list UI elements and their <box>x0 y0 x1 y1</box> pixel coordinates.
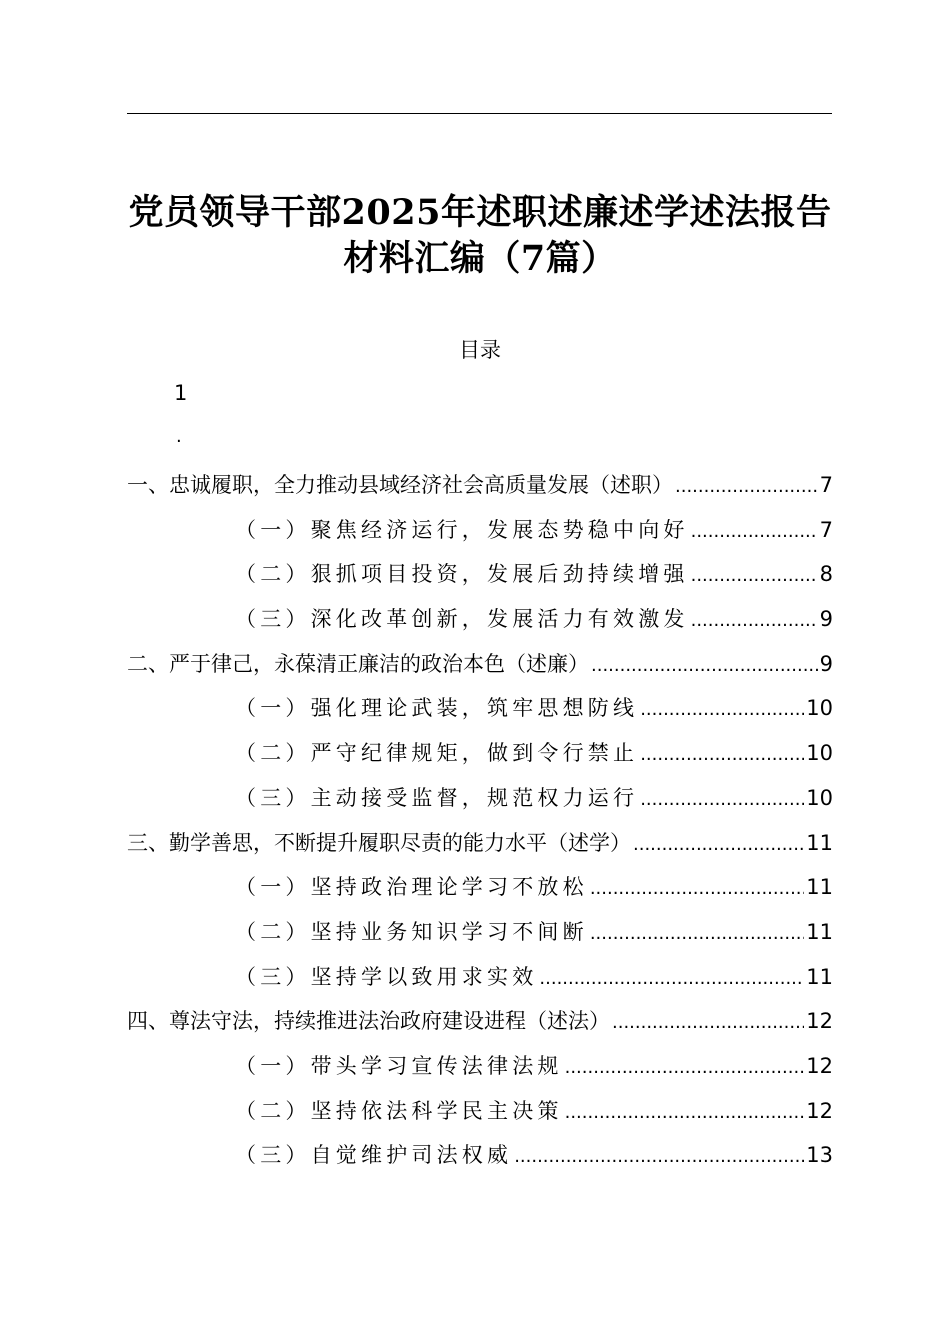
toc-entry-text: （一）强化理论武装，筑牢思想防线 <box>235 696 639 721</box>
toc-page-number: 9 <box>819 651 833 676</box>
toc-leader-dots <box>691 599 818 644</box>
toc-section-1[interactable] <box>127 463 833 508</box>
toc-page-number: 11 <box>806 964 833 989</box>
toc-leader-dots <box>633 823 804 868</box>
toc-subsection-2-2[interactable] <box>127 731 833 776</box>
toc-heading: 目录 <box>459 338 501 362</box>
toc-leader-dots <box>612 1001 804 1046</box>
toc-entry-text: （三）深化改革创新，发展活力有效激发 <box>235 607 689 632</box>
toc-subsection-3-3[interactable] <box>127 955 833 1000</box>
toc-page-number: 12 <box>806 1053 833 1078</box>
list-number-marker: 1 <box>174 381 188 405</box>
toc-entry-text: （一）坚持政治理论学习不放松 <box>235 875 588 900</box>
toc-subsection-4-3[interactable] <box>127 1133 833 1178</box>
toc-page-number: 10 <box>806 696 833 721</box>
toc-entry-text: （二）坚持依法科学民主决策 <box>235 1098 563 1123</box>
header-rule <box>127 113 832 114</box>
toc-leader-dots <box>590 867 804 912</box>
toc-leader-dots <box>691 510 818 555</box>
toc-subsection-2-1[interactable] <box>127 686 833 731</box>
toc-page-number: 8 <box>819 562 833 587</box>
toc-page-number: 12 <box>806 1009 833 1034</box>
document-title-line-1: 党员领导干部2025年述职述廉述学述法报告 <box>128 192 832 233</box>
toc-subsection-4-1[interactable] <box>127 1044 833 1089</box>
toc-leader-dots <box>565 1046 805 1091</box>
toc-page-number: 10 <box>806 741 833 766</box>
toc-subsection-1-3[interactable] <box>127 597 833 642</box>
toc-leader-dots <box>565 1091 805 1136</box>
toc-leader-dots <box>675 465 818 510</box>
toc-subsection-1-1[interactable] <box>127 508 833 553</box>
toc-entry-text: 二、严于律己，永葆清正廉洁的政治本色（述廉） <box>127 651 589 676</box>
table-of-contents <box>127 463 833 1178</box>
toc-entry-text: （三）主动接受监督，规范权力运行 <box>235 785 639 810</box>
toc-leader-dots <box>691 554 818 599</box>
toc-entry-text: （三）自觉维护司法权威 <box>235 1143 513 1168</box>
toc-section-2[interactable] <box>127 642 833 687</box>
toc-page-number: 9 <box>819 607 833 632</box>
toc-page-number: 12 <box>806 1098 833 1123</box>
toc-subsection-4-2[interactable] <box>127 1089 833 1134</box>
toc-subsection-2-3[interactable] <box>127 776 833 821</box>
toc-entry-text: 四、尊法守法，持续推进法治政府建设进程（述法） <box>127 1009 610 1034</box>
list-dot-marker: . <box>176 426 182 447</box>
toc-section-4[interactable] <box>127 999 833 1044</box>
toc-entry-text: （二）严守纪律规矩，做到令行禁止 <box>235 741 639 766</box>
toc-section-3[interactable] <box>127 821 833 866</box>
document-title-line-2: 材料汇编（7篇） <box>343 238 617 279</box>
toc-entry-text: （三）坚持学以致用求实效 <box>235 964 538 989</box>
toc-page-number: 7 <box>819 473 833 497</box>
toc-page-number: 11 <box>806 919 833 944</box>
toc-page-number: 13 <box>806 1143 833 1168</box>
toc-entry-text: 三、勤学善思，不断提升履职尽责的能力水平（述学） <box>127 830 631 855</box>
toc-leader-dots <box>640 688 804 733</box>
toc-subsection-3-2[interactable] <box>127 910 833 955</box>
toc-page-number: 11 <box>806 875 833 900</box>
toc-leader-dots <box>640 778 804 823</box>
toc-subsection-1-2[interactable] <box>127 552 833 597</box>
toc-leader-dots <box>590 912 804 957</box>
toc-leader-dots <box>591 644 818 689</box>
toc-leader-dots <box>539 957 804 1002</box>
toc-entry-text: 一、忠诚履职，全力推动县域经济社会高质量发展（述职） <box>127 473 673 497</box>
toc-leader-dots <box>514 1135 804 1180</box>
toc-page-number: 11 <box>806 830 833 855</box>
toc-entry-text: （二）坚持业务知识学习不间断 <box>235 919 588 944</box>
toc-leader-dots <box>640 733 804 778</box>
toc-entry-text: （一）带头学习宣传法律法规 <box>235 1053 563 1078</box>
toc-subsection-3-1[interactable] <box>127 865 833 910</box>
toc-page-number: 10 <box>806 785 833 810</box>
toc-entry-text: （二）狠抓项目投资，发展后劲持续增强 <box>235 562 689 587</box>
toc-page-number: 7 <box>819 517 833 542</box>
toc-entry-text: （一）聚焦经济运行，发展态势稳中向好 <box>235 517 689 542</box>
